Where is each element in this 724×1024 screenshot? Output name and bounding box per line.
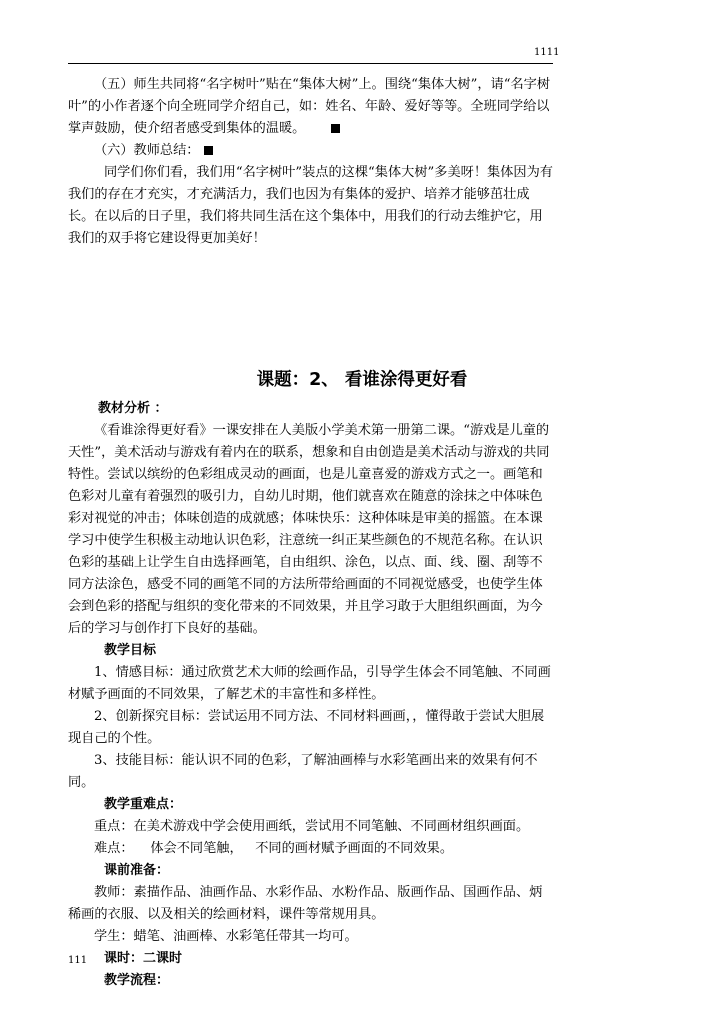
black-square-mark	[331, 124, 340, 133]
key-point: 重点：在美术游戏中学会使用画纸，尝试用不同笔触、不同画材组织画面。	[94, 819, 530, 834]
header-rule	[68, 63, 553, 64]
footer-page-number: 111	[68, 955, 88, 966]
goal-emotion: 1、情感目标：通过欣赏艺术大师的绘画作品，引导学生体会不同笔触、不同画材赋予画面的不同效果，了解艺术的丰富性和多样性。	[68, 665, 551, 702]
header-page-number: 1111	[534, 47, 560, 58]
prep-teacher: 教师：素描作品、油画作品、水彩作品、水粉作品、版画作品、国画作品、炳稀画的衣服、以及相关的绘画材料，课件等常规用具。	[68, 885, 543, 922]
black-square-mark	[204, 146, 213, 155]
goal-skill: 3、技能目标：能认识不同的色彩，了解油画棒与水彩笔画出来的效果有何不同。	[68, 753, 538, 790]
difficulty: 难点： 体会不同笔触， 不同的画材赋予画面的不同效果。	[94, 841, 454, 856]
goal-innovation: 2、创新探究目标：尝试运用不同方法、不同材料画画，，懂得敢于尝试大胆展现自己的个性。	[68, 709, 545, 746]
lesson-hours: 课时：二课时	[104, 951, 183, 966]
prep-student: 学生：蜡笔、油画棒、水彩笔任带其一均可。	[94, 929, 358, 944]
lesson-title: 课题：2、 看谁涂得更好看	[256, 370, 468, 390]
paragraph-step-five: （五）师生共同将“名字树叶”贴在“集体大树”上。围绕“集体大树”，请“名字树叶”的小作者逐个向全班同学介绍自己，如：姓名、年龄、爱好等等。全班同学给以掌声鼓励，使介绍者感受到集体的温暖。	[68, 77, 551, 136]
keypoints-heading: 教学重难点：	[104, 797, 183, 812]
analysis-heading: 教材分析 ：	[98, 401, 168, 416]
top-section	[68, 74, 554, 250]
paragraph-teacher-summary: 同学们你们看，我们用“名字树叶”装点的这棵“集体大树”多美呀！集体因为有我们的存在才充实，才充满活力，我们也因为有集体的爱护、培养才能够茁壮成长。在以后的日子里，我们将共同生活在这个集体中，用我们的行动去维护它，用我们的双手将它建设得更加美好！	[68, 165, 553, 246]
goals-heading: 教学目标	[104, 643, 157, 658]
paragraph-step-six: （六）教师总结：	[68, 140, 554, 162]
prep-heading: 课前准备：	[104, 863, 170, 878]
flow-heading: 教学流程：	[104, 973, 170, 988]
analysis-text: 《看谁涂得更好看》一课安排在人美版小学美术第一册第二课。“游戏是儿童的天性”，美术活动与游戏有着内在的联系，想象和自由创造是美术活动与游戏的共同特性。尝试以缤纷的色彩组成灵动的画面，也是儿童喜爱的游戏方式之一。画笔和色彩对儿童有着强烈的吸引力，自幼儿时期，他们就喜欢在随意的涂抹之中体味色彩对视觉的冲击；体味创造的成就感；体味快乐：这种体味是审美的摇篮。在本课学习中使学生积极主动地认识色彩，注意统一纠正某些颜色的不规范名称。在认识色彩的基础上让学生自由选择画笔，自由组织、涂色，以点、面、线、圈、刮等不同方法涂色，感受不同的画笔不同的方法所带给画面的不同视觉感受，也使学生体会到色彩的搭配与组织的变化带来的不同效果，并且学习敢于大胆组织画面，为今后的学习与创作打下良好的基础。	[68, 423, 550, 636]
lesson-body	[68, 398, 554, 992]
